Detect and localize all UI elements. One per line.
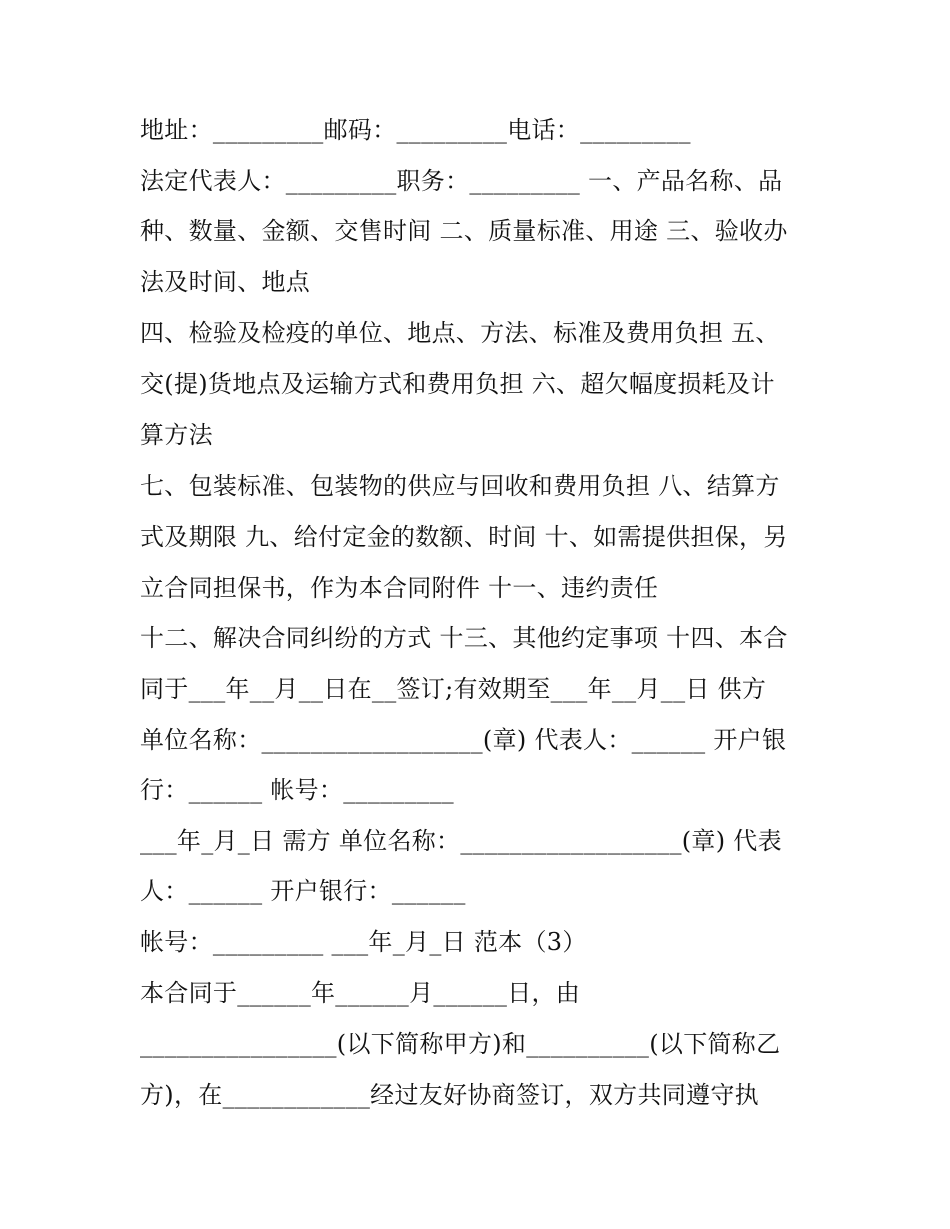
- text-line: 本合同于______年______月______日，由: [140, 979, 581, 1007]
- text-line: 立合同担保书，作为本合同附件 十一、违约责任: [140, 574, 659, 602]
- text-line: 法定代表人：_________职务：_________ 一、产品名称、品: [140, 167, 783, 195]
- text-line: 种、数量、金额、交售时间 二、质量标准、用途 三、验收办: [140, 217, 788, 245]
- text-line: ___年_月_日 需方 单位名称：__________________(章) 代表: [140, 827, 782, 855]
- text-line: 方)，在____________经过友好协商签订，双方共同遵守执: [140, 1081, 759, 1109]
- text-line: 地址：_________邮码：_________电话：_________: [140, 116, 691, 144]
- text-line: 同于___年__月__日在__签订;有效期至___年__月__日 供方: [140, 675, 767, 703]
- text-line: ________________(以下简称甲方)和__________(以下简称乙: [140, 1030, 781, 1058]
- text-line: 十二、解决合同纠纷的方式 十三、其他约定事项 十四、本合: [140, 624, 788, 652]
- text-line: 人：______ 开户银行：______: [140, 877, 466, 905]
- text-line: 式及期限 九、给付定金的数额、时间 十、如需提供担保，另: [140, 523, 788, 551]
- text-line: 算方法: [140, 421, 213, 449]
- text-line: 交(提)货地点及运输方式和费用负担 六、超欠幅度损耗及计: [140, 370, 775, 398]
- text-line: 帐号：_________ ___年_月_日 范本（3）: [140, 928, 587, 956]
- text-line: 法及时间、地点: [140, 268, 311, 296]
- text-line: 四、检验及检疫的单位、地点、方法、标准及费用负担 五、: [140, 319, 780, 347]
- text-line: 行：______ 帐号：_________: [140, 776, 454, 804]
- text-line: 七、包装标准、包装物的供应与回收和费用负担 八、结算方: [140, 472, 780, 500]
- text-line: 单位名称：__________________(章) 代表人：______ 开户银: [140, 726, 787, 754]
